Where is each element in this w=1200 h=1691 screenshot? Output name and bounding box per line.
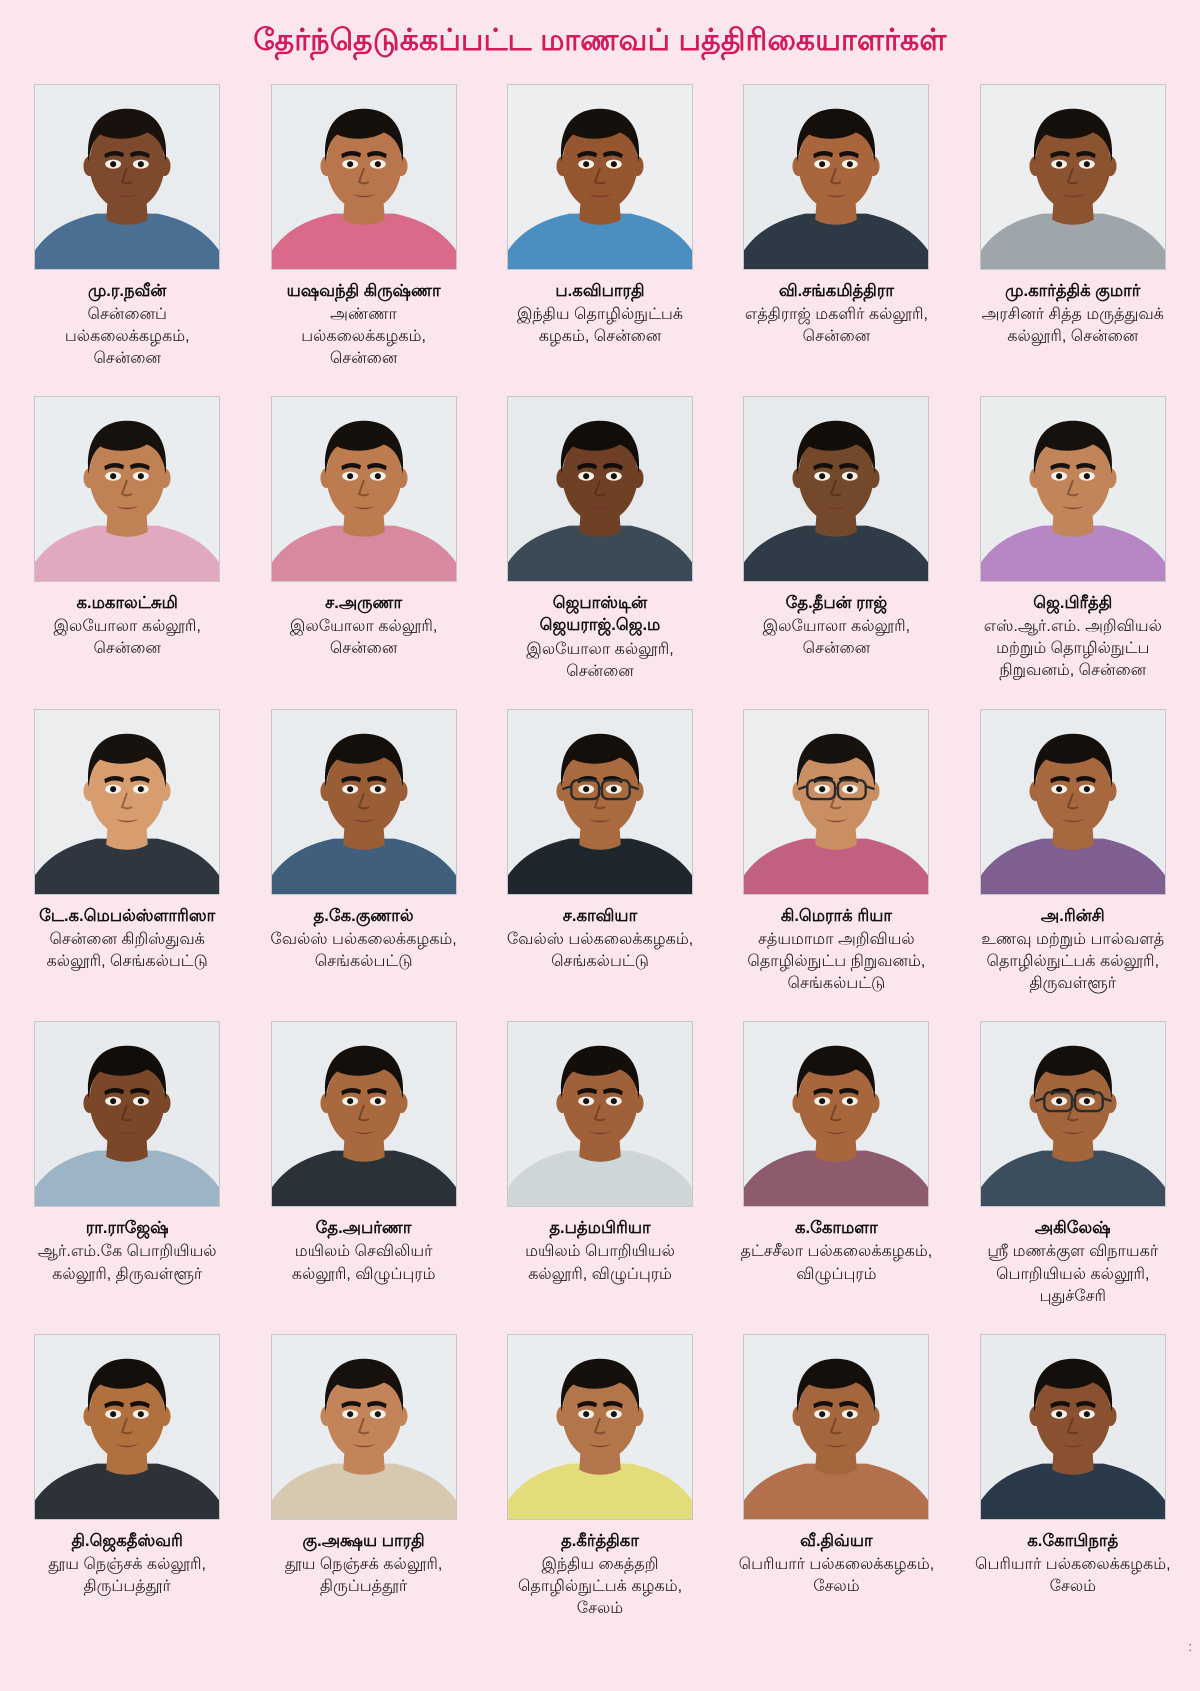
student-caption	[29, 592, 225, 660]
student-caption	[975, 1217, 1171, 1308]
student-photo-frame	[271, 1021, 457, 1207]
student-name: க.மகாலட்சுமி	[76, 594, 178, 612]
student-caption	[502, 592, 698, 683]
male-student-portrait-icon	[35, 85, 219, 269]
student-institution: சென்னைப் பல்கலைக்கழகம், சென்னை	[64, 305, 190, 367]
student-card-19	[727, 1015, 945, 1324]
footer-mark: :	[1188, 1639, 1192, 1655]
student-photo-frame	[743, 1021, 929, 1207]
student-caption	[502, 905, 698, 973]
student-card-14	[727, 703, 945, 1012]
male-student-portrait-glasses-icon	[981, 1022, 1165, 1206]
student-institution: எஸ்.ஆர்.எம். அறிவியல் மற்றும் தொழில்நுட்ப நிறுவனம், சென்னை	[983, 618, 1162, 680]
student-institution: வேல்ஸ் பல்கலைக்கழகம், செங்கல்பட்டு	[270, 930, 457, 971]
student-photo-frame	[271, 84, 457, 270]
student-name: ஜெபாஸ்டின் ஜெயராஜ்.ஜெ.ம	[539, 594, 661, 635]
student-photo-frame	[34, 1334, 220, 1520]
student-caption	[29, 1530, 225, 1598]
male-student-portrait-icon	[35, 1022, 219, 1206]
student-institution: சென்னை கிறிஸ்துவக் கல்லூரி, செங்கல்பட்டு	[46, 930, 208, 971]
student-card-23	[491, 1328, 709, 1637]
student-caption	[502, 1217, 698, 1285]
student-institution: தட்சசீலா பல்கலைக்கழகம், விழுப்புரம்	[740, 1243, 933, 1283]
student-caption	[975, 905, 1171, 996]
student-institution: வேல்ஸ் பல்கலைக்கழகம், செங்கல்பட்டு	[506, 930, 694, 971]
student-caption	[29, 905, 225, 973]
student-photo-frame	[507, 709, 693, 895]
female-student-portrait-glasses-icon	[744, 710, 928, 894]
student-card-1	[18, 78, 236, 387]
student-card-11	[18, 703, 236, 1012]
student-name: அகிலேஷ்	[1034, 1219, 1111, 1238]
student-name: த.பத்மபிரியா	[549, 1219, 651, 1238]
student-card-20	[964, 1015, 1182, 1324]
female-student-portrait-icon	[508, 1022, 692, 1206]
student-card-17	[254, 1015, 472, 1324]
student-institution: தூய நெஞ்சக் கல்லூரி, திருப்பத்தூர்	[284, 1555, 443, 1596]
student-card-18	[491, 1015, 709, 1324]
student-photo-frame	[743, 1334, 929, 1520]
student-name: த.கே.குணால்	[313, 906, 414, 925]
student-card-10	[964, 390, 1182, 699]
female-student-portrait-icon	[508, 1335, 692, 1519]
student-card-2	[254, 78, 472, 387]
student-card-13	[491, 703, 709, 1012]
student-card-12	[254, 703, 472, 1012]
female-student-portrait-icon	[35, 710, 219, 894]
student-photo-frame	[507, 396, 693, 582]
student-caption	[738, 592, 934, 660]
student-caption	[502, 1530, 698, 1621]
student-name: வி.சங்கமித்திரா	[778, 281, 894, 300]
female-student-portrait-icon	[272, 1022, 456, 1206]
student-institution: உணவு மற்றும் பால்வளத் தொழில்நுட்பக் கல்லூரி, திருவள்ளூர்	[981, 930, 1165, 993]
female-student-portrait-icon	[744, 1335, 928, 1519]
student-name: அ.ரின்சி	[1040, 906, 1105, 925]
student-caption	[975, 1530, 1171, 1598]
male-student-portrait-icon	[272, 710, 456, 894]
student-caption	[266, 1217, 462, 1285]
student-caption	[266, 1530, 462, 1598]
student-name: கி.மெராக் ரியா	[780, 906, 892, 925]
male-student-portrait-icon	[981, 1335, 1165, 1519]
female-student-portrait-icon	[744, 85, 928, 269]
student-photo-frame	[743, 709, 929, 895]
student-institution: அண்ணா பல்கலைக்கழகம், சென்னை	[301, 305, 426, 367]
student-photo-frame	[507, 1334, 693, 1520]
student-institution: ஸ்ரீ மணக்குள விநாயகர் பொறியியல் கல்லூரி, புதுச்சேரி	[987, 1243, 1159, 1305]
student-grid	[18, 78, 1182, 1637]
student-institution: இலயோலா கல்லூரி, சென்னை	[762, 618, 911, 658]
student-photo-frame	[34, 84, 220, 270]
student-name: யஷவந்தி கிருஷ்ணா	[286, 281, 441, 300]
student-caption	[266, 592, 462, 660]
student-caption	[29, 1217, 225, 1285]
student-card-16	[18, 1015, 236, 1324]
female-student-portrait-icon	[35, 1335, 219, 1519]
student-name: மு.ர.நவீன்	[87, 281, 167, 300]
student-name: தே.தீபன் ராஜ்	[785, 594, 888, 612]
student-institution: மயிலம் பொறியியல் கல்லூரி, விழுப்புரம்	[525, 1243, 675, 1283]
student-caption	[738, 905, 934, 996]
student-card-7	[254, 390, 472, 699]
student-institution: எத்திராஜ் மகளிர் கல்லூரி, சென்னை	[744, 305, 928, 345]
female-student-portrait-icon	[272, 397, 456, 581]
student-card-25	[964, 1328, 1182, 1637]
student-card-6	[18, 390, 236, 699]
student-photo-frame	[34, 396, 220, 582]
student-caption	[975, 592, 1171, 683]
female-student-portrait-icon	[981, 397, 1165, 581]
student-name: தி.ஜெகதீஸ்வரி	[71, 1531, 183, 1550]
student-name: ரா.ராஜேஷ்	[85, 1219, 169, 1238]
student-institution: இலயோலா கல்லூரி, சென்னை	[53, 618, 201, 658]
student-caption	[266, 280, 462, 371]
student-card-22	[254, 1328, 472, 1637]
student-institution: ஆர்.எம்.கே பொறியியல் கல்லூரி, திருவள்ளூர்	[37, 1243, 217, 1283]
female-student-portrait-icon	[744, 1022, 928, 1206]
student-name: மு.கார்த்திக் குமார்	[1005, 281, 1141, 300]
student-card-8	[491, 390, 709, 699]
student-caption	[975, 280, 1171, 348]
student-photo-frame	[34, 1021, 220, 1207]
student-name: தே.அபர்ணா	[315, 1219, 412, 1238]
student-institution: இந்திய கைத்தறி தொழில்நுட்பக் கழகம், சேலம்	[517, 1555, 683, 1618]
male-student-portrait-icon	[981, 85, 1165, 269]
student-name: க.கோமளா	[794, 1219, 878, 1238]
student-card-4	[727, 78, 945, 387]
student-photo-frame	[980, 1021, 1166, 1207]
student-photo-frame	[507, 84, 693, 270]
student-card-15	[964, 703, 1182, 1012]
student-name: ச.அருணா	[325, 594, 403, 612]
student-name: க.கோபிநாத்	[1027, 1531, 1119, 1550]
student-caption	[29, 280, 225, 371]
student-institution: இலயோலா கல்லூரி, சென்னை	[526, 640, 674, 680]
student-name: ஜெ.பிரீத்தி	[1033, 594, 1113, 612]
female-student-portrait-icon	[272, 1335, 456, 1519]
student-card-5	[964, 78, 1182, 387]
student-photo-frame	[271, 709, 457, 895]
student-institution: இந்திய தொழில்நுட்பக் கழகம், சென்னை	[516, 305, 684, 345]
student-caption	[738, 1217, 934, 1285]
student-photo-frame	[507, 1021, 693, 1207]
student-institution: பெரியார் பல்கலைக்கழகம், சேலம்	[975, 1555, 1171, 1596]
student-card-21	[18, 1328, 236, 1637]
student-caption	[266, 905, 462, 973]
female-student-portrait-icon	[272, 85, 456, 269]
female-student-portrait-glasses-icon	[508, 710, 692, 894]
student-photo-frame	[271, 396, 457, 582]
student-photo-frame	[743, 84, 929, 270]
student-card-24	[727, 1328, 945, 1637]
student-photo-frame	[980, 84, 1166, 270]
student-name: ப.கவிபாரதி	[555, 281, 645, 300]
student-name: கு.அக்ஷய பாரதி	[302, 1531, 425, 1550]
student-name: வீ.திவ்யா	[800, 1531, 873, 1550]
student-caption	[738, 1530, 934, 1598]
student-photo-frame	[980, 396, 1166, 582]
student-photo-frame	[980, 709, 1166, 895]
male-student-portrait-icon	[744, 397, 928, 581]
student-caption	[738, 280, 934, 348]
student-institution: தூய நெஞ்சக் கல்லூரி, திருப்பத்தூர்	[48, 1555, 206, 1596]
male-student-portrait-icon	[508, 85, 692, 269]
student-photo-frame	[271, 1334, 457, 1520]
student-name: டே.க.மெபல்ஸ்ளாரிஸா	[39, 906, 216, 925]
student-photo-frame	[980, 1334, 1166, 1520]
student-name: ச.காவியா	[562, 906, 638, 925]
student-photo-frame	[34, 709, 220, 895]
student-institution: அரசினர் சித்த மருத்துவக் கல்லூரி, சென்னை	[981, 305, 1164, 345]
student-caption	[502, 280, 698, 348]
student-institution: சத்யமாமா அறிவியல் தொழில்நுட்ப நிறுவனம், செங்கல்பட்டு	[747, 930, 926, 993]
male-student-portrait-icon	[508, 397, 692, 581]
page-title: தேர்ந்தெடுக்கப்பட்ட மாணவப் பத்திரிகையாளர்கள்	[253, 24, 947, 57]
student-institution: பெரியார் பல்கலைக்கழகம், சேலம்	[738, 1555, 935, 1596]
student-card-3	[491, 78, 709, 387]
student-name: த.கீர்த்திகா	[561, 1531, 639, 1550]
student-photo-frame	[743, 396, 929, 582]
student-card-9	[727, 390, 945, 699]
female-student-portrait-icon	[35, 397, 219, 581]
student-institution: இலயோலா கல்லூரி, சென்னை	[289, 618, 438, 658]
female-student-portrait-icon	[981, 710, 1165, 894]
student-institution: மயிலம் செவிலியர் கல்லூரி, விழுப்புரம்	[291, 1243, 436, 1283]
